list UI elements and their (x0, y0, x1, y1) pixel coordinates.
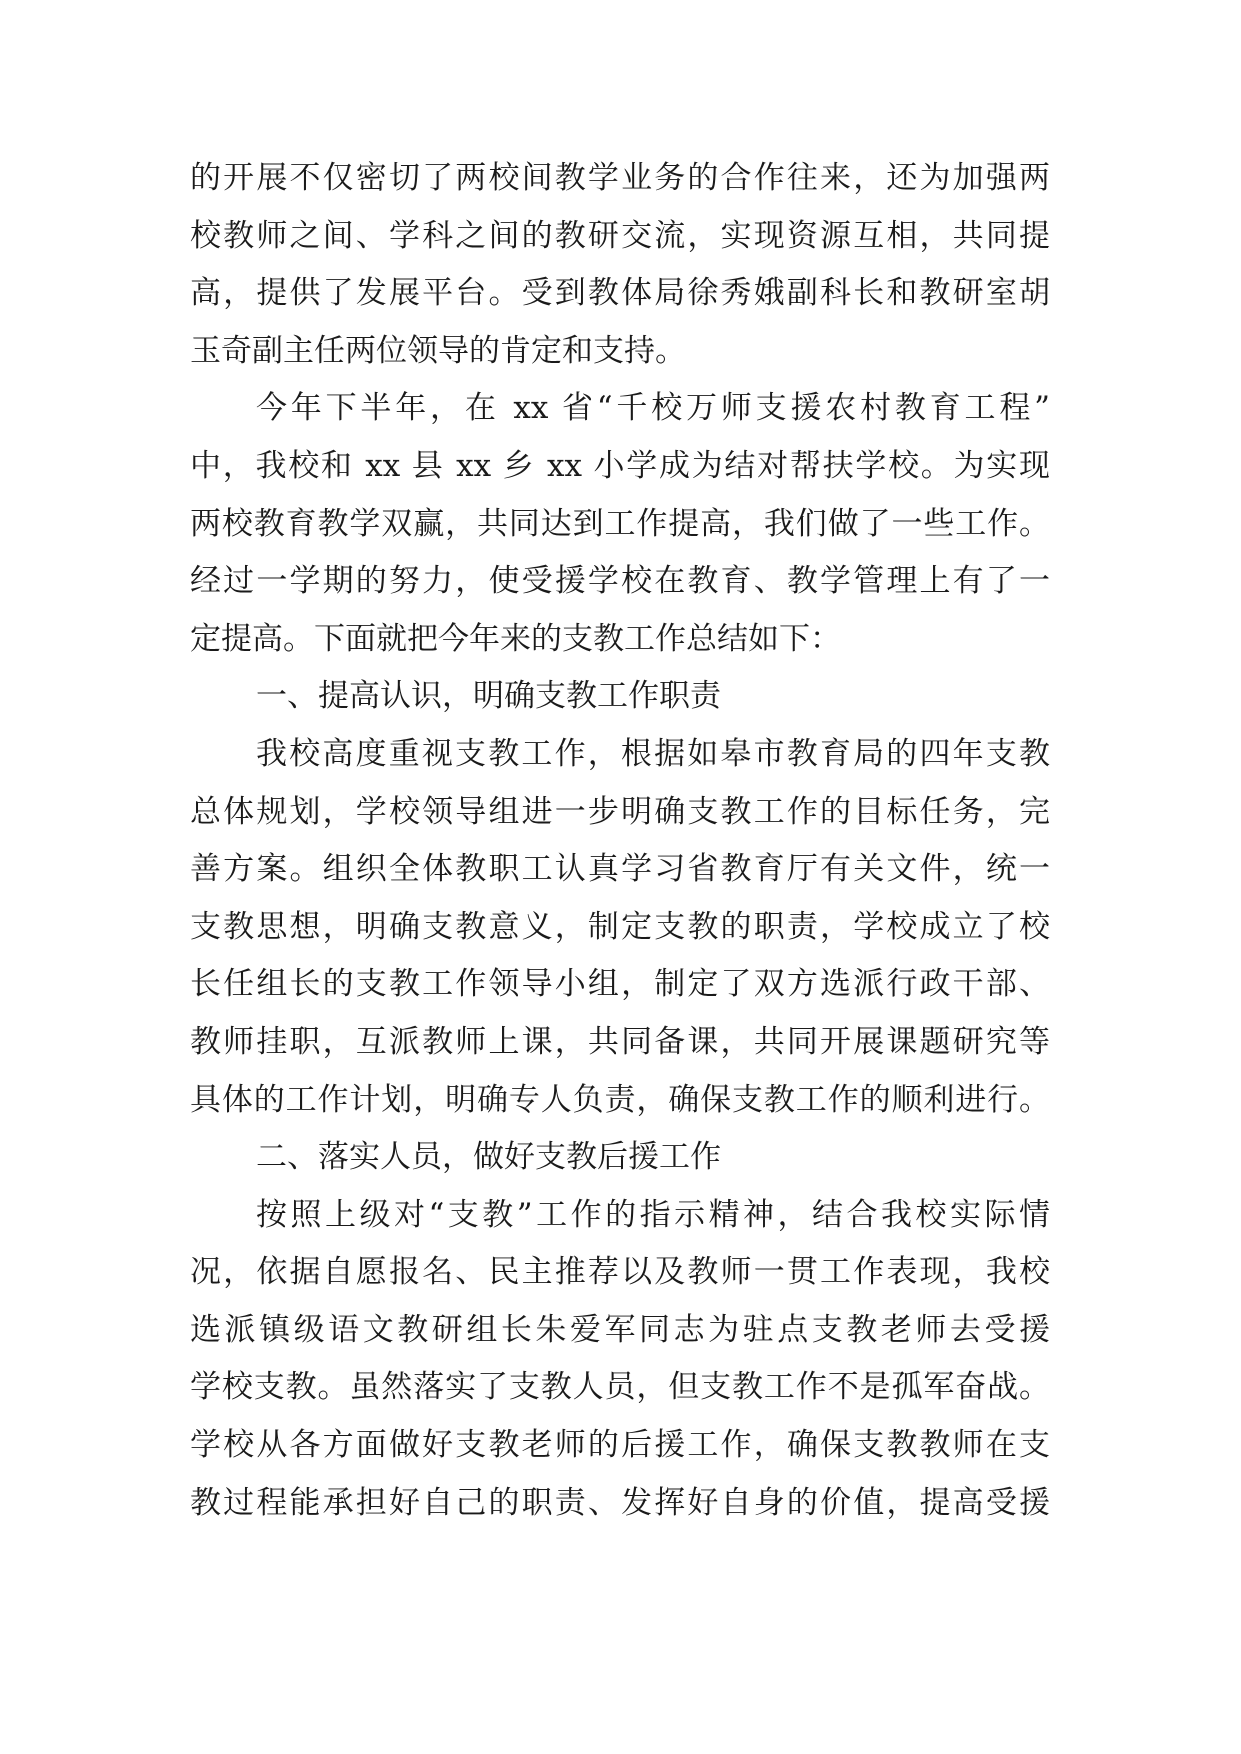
text-line: 教过程能承担好自己的职责、发挥好自身的价值，提高受援 (190, 1484, 1050, 1521)
text-line: 长任组长的支教工作领导小组，制定了双方选派行政干部、 (190, 966, 1050, 1003)
paragraph-first-line: 今年下半年，在 xx 省“千校万师支援农村教育工程” (256, 390, 1050, 427)
paragraph-first-line: 我校高度重视支教工作，根据如皋市教育局的四年支教 (256, 735, 1050, 772)
paragraph-first-line: 按照上级对“支教”工作的指示精神，结合我校实际情 (256, 1196, 1050, 1233)
text-line: 具体的工作计划，明确专人负责，确保支教工作的顺利进行。 (190, 1081, 1050, 1118)
text-line: 支教思想，明确支教意义，制定支教的职责，学校成立了校 (190, 908, 1050, 945)
text-line: 高，提供了发展平台。受到教体局徐秀娥副科长和教研室胡 (190, 275, 1050, 312)
section-heading: 一、提高认识，明确支教工作职责 (256, 678, 721, 715)
text-line: 选派镇级语文教研组长朱爱军同志为驻点支教老师去受援 (190, 1311, 1050, 1348)
document-body (190, 150, 1050, 1532)
text-line: 校教师之间、学科之间的教研交流，实现资源互相，共同提 (190, 217, 1050, 254)
text-line: 学校从各方面做好支教老师的后援工作，确保支教教师在支 (190, 1427, 1050, 1464)
text-line: 况，依据自愿报名、民主推荐以及教师一贯工作表现，我校 (190, 1254, 1050, 1291)
text-line: 总体规划，学校领导组进一步明确支教工作的目标任务，完 (190, 793, 1050, 830)
text-line: 经过一学期的努力，使受援学校在教育、教学管理上有了一 (190, 563, 1050, 600)
text-line: 学校支教。虽然落实了支教人员，但支教工作不是孤军奋战。 (190, 1369, 1050, 1406)
text-line: 中，我校和 xx 县 xx 乡 xx 小学成为结对帮扶学校。为实现 (190, 447, 1050, 484)
text-line: 善方案。组织全体教职工认真学习省教育厅有关文件，统一 (190, 851, 1050, 888)
section-heading: 二、落实人员，做好支教后援工作 (256, 1139, 721, 1176)
text-line: 的开展不仅密切了两校间教学业务的合作往来，还为加强两 (190, 160, 1050, 196)
text-line: 两校教育教学双赢，共同达到工作提高，我们做了一些工作。 (190, 505, 1050, 542)
text-line: 定提高。下面就把今年来的支教工作总结如下： (190, 620, 841, 657)
text-line: 教师挂职，互派教师上课，共同备课，共同开展课题研究等 (190, 1023, 1050, 1060)
text-line: 玉奇副主任两位领导的肯定和支持。 (190, 332, 686, 369)
